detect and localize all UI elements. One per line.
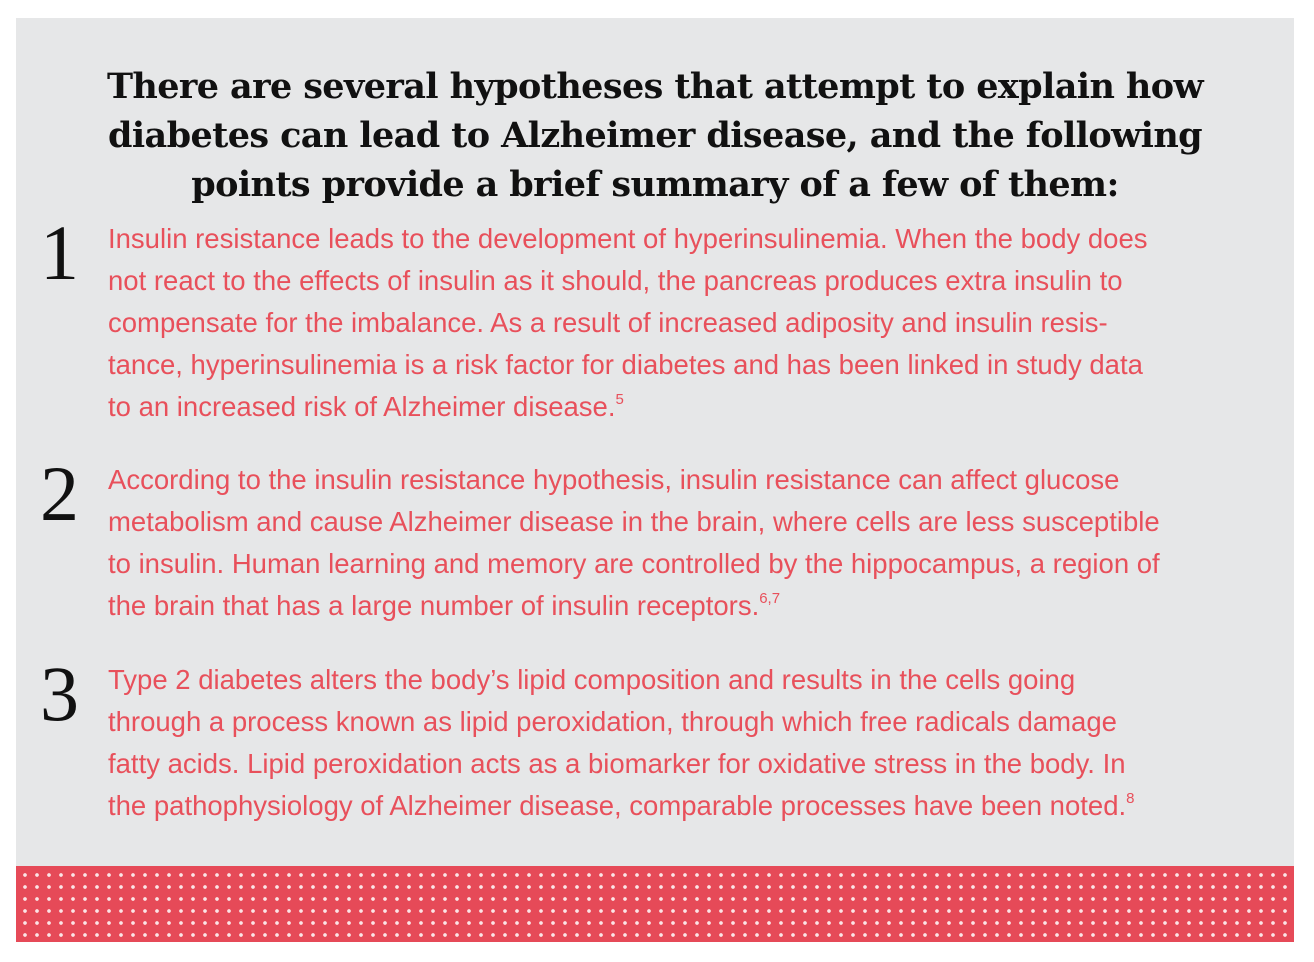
point-text-line: the pathophysiology of Alzheimer disease, comparable processes have been noted. (108, 790, 1127, 821)
heading-line: points provide a brief summary of a few of them: (191, 164, 1119, 205)
point-text-line: According to the insulin resistance hypothesis, insulin resistance can affect glucose (108, 464, 1120, 495)
point-number: 2 (40, 450, 79, 537)
point-number: 3 (40, 650, 79, 737)
point-text-line: metabolism and cause Alzheimer disease in the brain, where cells are less susceptible (108, 506, 1160, 537)
dotted-decorative-band (16, 866, 1294, 942)
point-text-line: fatty acids. Lipid peroxidation acts as a biomarker for oxidative stress in the body. In (108, 748, 1126, 779)
point-text-last-line (108, 386, 1288, 428)
reference-superscript: 5 (615, 391, 624, 408)
heading-line: diabetes can lead to Alzheimer disease, and the following (107, 115, 1203, 156)
point-text-line: through a process known as lipid peroxidation, through which free radicals damage (108, 706, 1117, 737)
info-panel (16, 18, 1294, 866)
point-text (108, 659, 1288, 827)
point-text-last-line (108, 585, 1288, 627)
point-text-line: compensate for the imbalance. As a result of increased adiposity and insulin resis- (108, 307, 1108, 338)
point-text (108, 459, 1288, 627)
point-text-line: the brain that has a large number of insulin receptors. (108, 590, 760, 621)
point-text-line: to insulin. Human learning and memory are controlled by the hippocampus, a region of (108, 548, 1160, 579)
point-text (108, 218, 1288, 428)
point-text-line: to an increased risk of Alzheimer disease. (108, 391, 616, 422)
point-text-line: Type 2 diabetes alters the body’s lipid composition and results in the cells going (108, 664, 1076, 695)
reference-superscript: 8 (1126, 790, 1135, 807)
point-number: 1 (40, 209, 79, 296)
point-text-line: Insulin resistance leads to the development of hyperinsulinemia. When the body does (108, 223, 1148, 254)
heading-line: There are several hypotheses that attempt to explain how (106, 66, 1204, 107)
point-text-line: tance, hyperinsulinemia is a risk factor for diabetes and has been linked in study data (108, 349, 1143, 380)
reference-superscript: 6,7 (759, 590, 781, 607)
panel-heading (16, 62, 1294, 209)
point-text-line: not react to the effects of insulin as it should, the pancreas produces extra insulin to (108, 265, 1123, 296)
point-text-last-line (108, 785, 1288, 827)
